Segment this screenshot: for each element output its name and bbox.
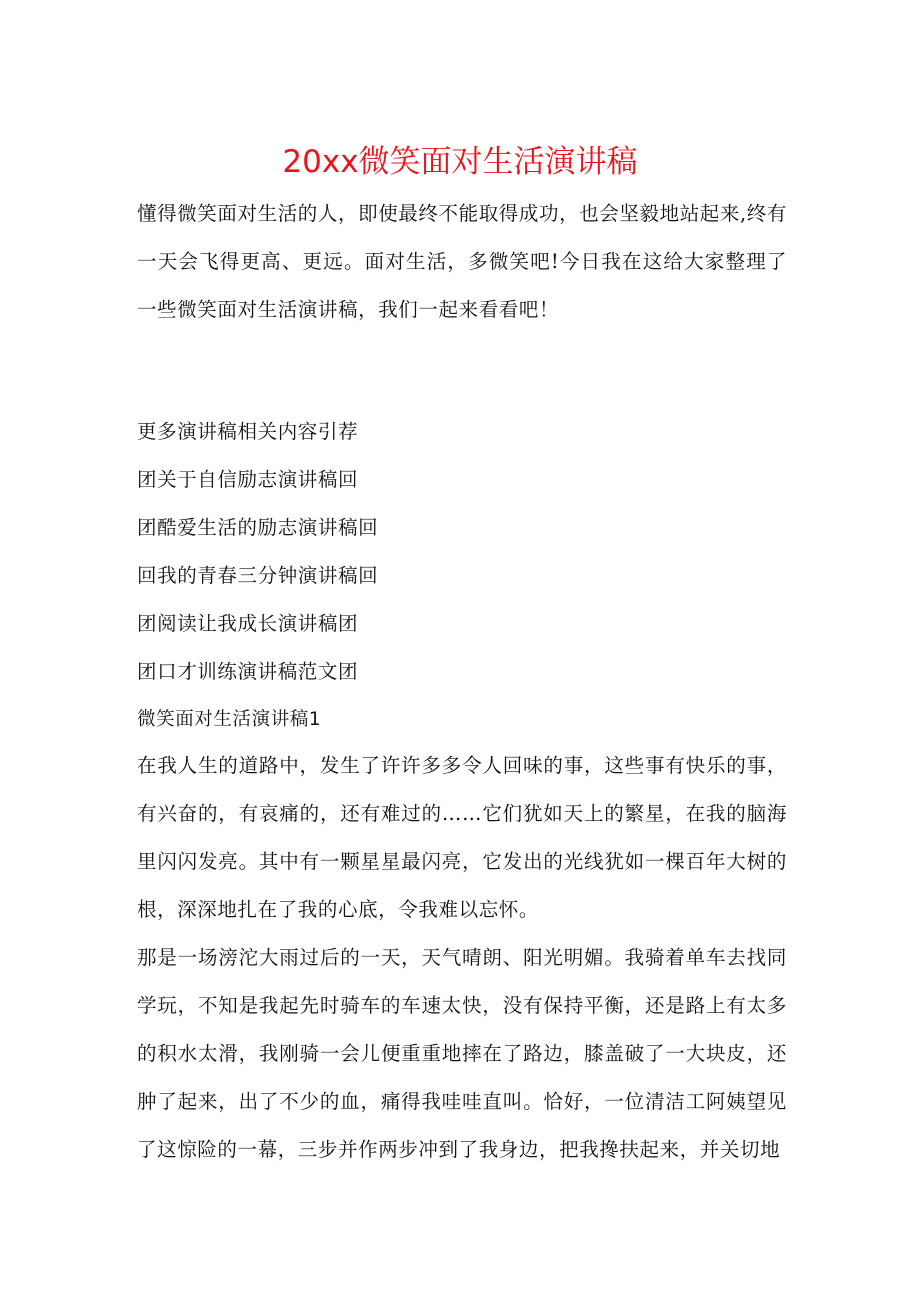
section-body [137,742,787,1174]
related-links [137,408,787,744]
intro-paragraph [137,190,787,334]
related-heading: 更多演讲稿相关内容引荐 [137,420,359,443]
page-title: 20xx微笑面对生活演讲稿 [282,144,638,180]
related-link-item[interactable]: 团口才训练演讲稿范文团 [137,660,359,683]
section-title: 微笑面对生活演讲稿1 [137,709,322,730]
intro-text: 懂得微笑面对生活的人，即使最终不能取得成功，也会坚毅地站起来,终有一天会飞得更高、更远。面对生活，多微笑吧!今日我在这给大家整理了一些微笑面对生活演讲稿，我们一起来看看吧！ [137,202,787,321]
related-link-item[interactable]: 团酷爱生活的励志演讲稿回 [137,516,379,539]
related-link-item[interactable]: 团阅读让我成长演讲稿团 [137,612,359,635]
body-paragraph: 那是一场滂沱大雨过后的一天，天气晴朗、阳光明媚。我骑着单车去找同学玩，不知是我起先时骑车的车速太快，没有保持平衡，还是路上有太多的积水太滑，我刚骑一会儿便重重地摔在了路边，膝盖破了一大块皮，还肿了起来，出了不少的血，痛得我哇哇直叫。恰好，一位清洁工阿姨望见了这惊险的一幕，三步并作两步冲到了我身边，把我搀扶起来，并关切地 [137,946,787,1161]
related-link-item[interactable]: 团关于自信励志演讲稿回 [137,468,359,491]
related-link-item[interactable]: 回我的青春三分钟演讲稿回 [137,564,379,587]
body-paragraph: 在我人生的道路中，发生了许许多多令人回味的事，这些事有快乐的事，有兴奋的，有哀痛的，还有难过的……它们犹如天上的繁星，在我的脑海里闪闪发亮。其中有一颗星星最闪亮，它发出的光线犹如一棵百年大树的根，深深地扎在了我的心底，令我难以忘怀。 [137,754,787,921]
